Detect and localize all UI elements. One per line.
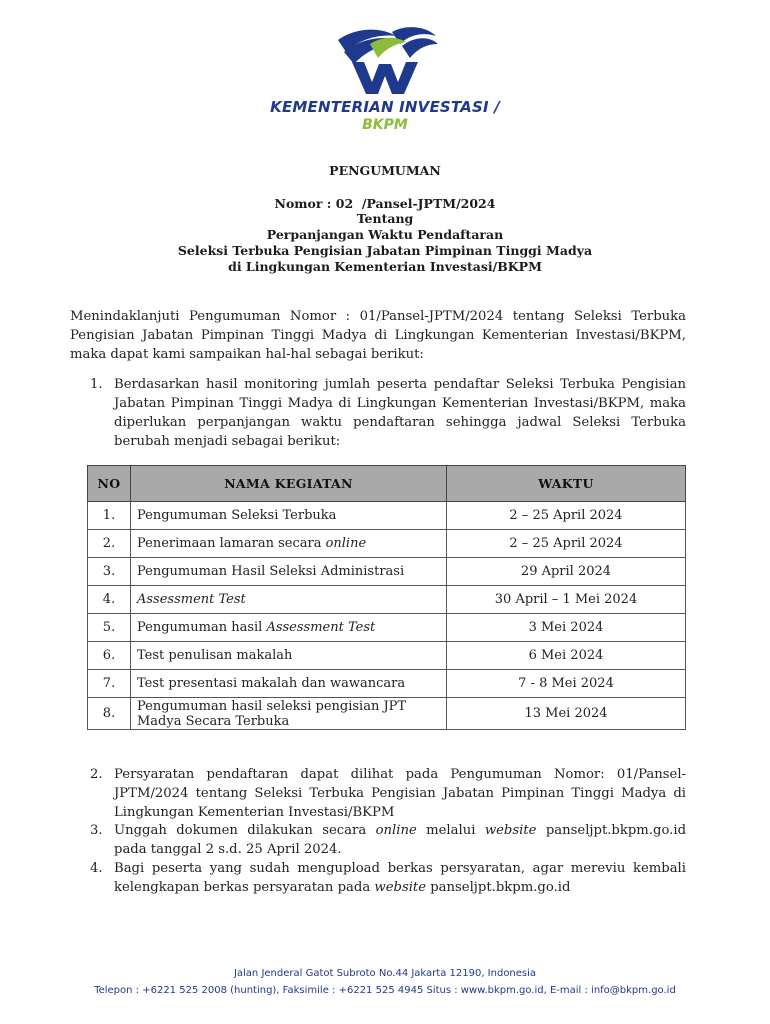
announcement-title: PENGUMUMAN bbox=[329, 163, 441, 178]
number-value: 02 /Pansel-JPTM/2024 bbox=[335, 196, 496, 211]
row-activity bbox=[131, 698, 447, 730]
item-text bbox=[114, 821, 686, 859]
activity-italic: Assessment Test bbox=[137, 592, 246, 607]
schedule-table bbox=[87, 465, 686, 730]
table-row bbox=[88, 642, 686, 670]
bkpm-logo-icon bbox=[330, 22, 440, 98]
row-no: 5. bbox=[88, 614, 131, 642]
row-no: 8. bbox=[88, 698, 131, 730]
row-activity bbox=[131, 558, 447, 586]
item-text-part: melalui bbox=[416, 823, 485, 838]
brand-text bbox=[0, 98, 770, 133]
activity-italic: Assessment Test bbox=[266, 620, 376, 635]
number-label: Nomor : bbox=[274, 196, 332, 211]
row-time: 3 Mei 2024 bbox=[447, 614, 686, 642]
intro-paragraph: Menindaklanjuti Pengumuman Nomor : 01/Pansel-JPTM/2024 tentang Seleksi Terbuka Pengisian Jabatan Pimpinan Tinggi Madya di Lingkungan Kementerian Investasi/BKPM, maka dapat kami sampaikan hal-hal sebagai berikut: bbox=[70, 309, 686, 362]
row-no: 1. bbox=[88, 502, 131, 530]
row-time: 30 April – 1 Mei 2024 bbox=[447, 586, 686, 614]
announcement-subject bbox=[0, 211, 770, 275]
table-row bbox=[88, 502, 686, 530]
announcement-number bbox=[0, 196, 770, 211]
table-row bbox=[88, 586, 686, 614]
col-header-activity: NAMA KEGIATAN bbox=[131, 466, 447, 502]
row-activity bbox=[131, 530, 447, 558]
activity-text: Test presentasi makalah dan wawancara bbox=[137, 676, 406, 691]
item-number: 3. bbox=[90, 823, 103, 838]
item-text: Persyaratan pendaftaran dapat dilihat pada Pengumuman Nomor: 01/Pansel-JPTM/2024 tentang Seleksi Terbuka Pengisian Jabatan Pimpinan Tinggi Madya di Lingkungan Kementerian Investasi/BKPM bbox=[114, 767, 686, 820]
subject-about: Tentang bbox=[356, 211, 414, 226]
list-item-3 bbox=[90, 821, 686, 859]
item-number: 1. bbox=[90, 377, 103, 392]
item-text-italic: website bbox=[484, 823, 537, 838]
row-no: 4. bbox=[88, 586, 131, 614]
row-activity bbox=[131, 614, 447, 642]
row-no: 2. bbox=[88, 530, 131, 558]
row-no: 6. bbox=[88, 642, 131, 670]
org-name-line1: KEMENTERIAN INVESTASI / bbox=[270, 98, 500, 116]
subject-line-2: Seleksi Terbuka Pengisian Jabatan Pimpinan Tinggi Madya bbox=[177, 243, 593, 258]
item-text-italic: website bbox=[374, 880, 427, 895]
activity-text: Penerimaan lamaran secara bbox=[137, 536, 326, 551]
table-row bbox=[88, 530, 686, 558]
row-no: 3. bbox=[88, 558, 131, 586]
activity-text: Test penulisan makalah bbox=[137, 648, 293, 663]
row-activity bbox=[131, 586, 447, 614]
row-activity bbox=[131, 642, 447, 670]
row-time: 2 – 25 April 2024 bbox=[447, 530, 686, 558]
footer-contact: Telepon : +6221 525 2008 (hunting), Faksimile : +6221 525 4945 Situs : www.bkpm.go.id, E-mail : info@bkpm.go.id bbox=[94, 985, 676, 996]
list-item-4 bbox=[90, 859, 686, 897]
org-name-line2: BKPM bbox=[362, 117, 408, 133]
subject-line-1: Perpanjangan Waktu Pendaftaran bbox=[266, 227, 504, 242]
item-text-part: panseljpt.bkpm.go.id bbox=[426, 880, 571, 895]
col-header-no: NO bbox=[88, 466, 131, 502]
activity-text: Pengumuman hasil bbox=[137, 620, 267, 635]
item-number: 4. bbox=[90, 861, 103, 876]
activity-text: Pengumuman Hasil Seleksi Administrasi bbox=[137, 564, 405, 579]
row-time: 2 – 25 April 2024 bbox=[447, 502, 686, 530]
footer-address: Jalan Jenderal Gatot Subroto No.44 Jakarta 12190, Indonesia bbox=[233, 968, 537, 979]
row-time: 6 Mei 2024 bbox=[447, 642, 686, 670]
item-text bbox=[114, 859, 686, 897]
table-row bbox=[88, 670, 686, 698]
item-text-part: panseljpt.bkpm.go.id pada tanggal 2 s.d. 25 April 2024. bbox=[114, 823, 687, 857]
row-activity bbox=[131, 502, 447, 530]
col-header-time: WAKTU bbox=[447, 466, 686, 502]
row-no: 7. bbox=[88, 670, 131, 698]
item-text-part: Bagi peserta yang sudah mengupload berkas persyaratan, agar mereviu kembali kelengkapan berkas persyaratan pada bbox=[114, 861, 686, 895]
activity-italic: online bbox=[325, 536, 367, 551]
item-number: 2. bbox=[90, 767, 103, 782]
list-item-2 bbox=[90, 765, 686, 822]
activity-text: Pengumuman hasil seleksi pengisian JPT Madya Secara Terbuka bbox=[137, 698, 407, 729]
row-time: 13 Mei 2024 bbox=[447, 698, 686, 730]
item-text-italic: online bbox=[375, 823, 417, 838]
row-time: 7 - 8 Mei 2024 bbox=[447, 670, 686, 698]
row-activity bbox=[131, 670, 447, 698]
subject-line-3: di Lingkungan Kementerian Investasi/BKPM bbox=[228, 259, 542, 274]
table-row bbox=[88, 558, 686, 586]
item-text: Berdasarkan hasil monitoring jumlah peserta pendaftar Seleksi Terbuka Pengisian Jabatan Pimpinan Tinggi Madya di Lingkungan Kementerian Investasi/BKPM, maka diperlukan perpanjangan waktu pendaftaran sehingga jadwal Seleksi Terbuka berubah menjadi sebagai berikut: bbox=[114, 377, 686, 449]
table-header-row bbox=[88, 466, 686, 502]
item-text-part: Unggah dokumen dilakukan secara bbox=[114, 823, 376, 838]
table-row bbox=[88, 698, 686, 730]
activity-text: Pengumuman Seleksi Terbuka bbox=[137, 508, 337, 523]
list-item-1 bbox=[90, 375, 686, 451]
row-time: 29 April 2024 bbox=[447, 558, 686, 586]
table-row bbox=[88, 614, 686, 642]
